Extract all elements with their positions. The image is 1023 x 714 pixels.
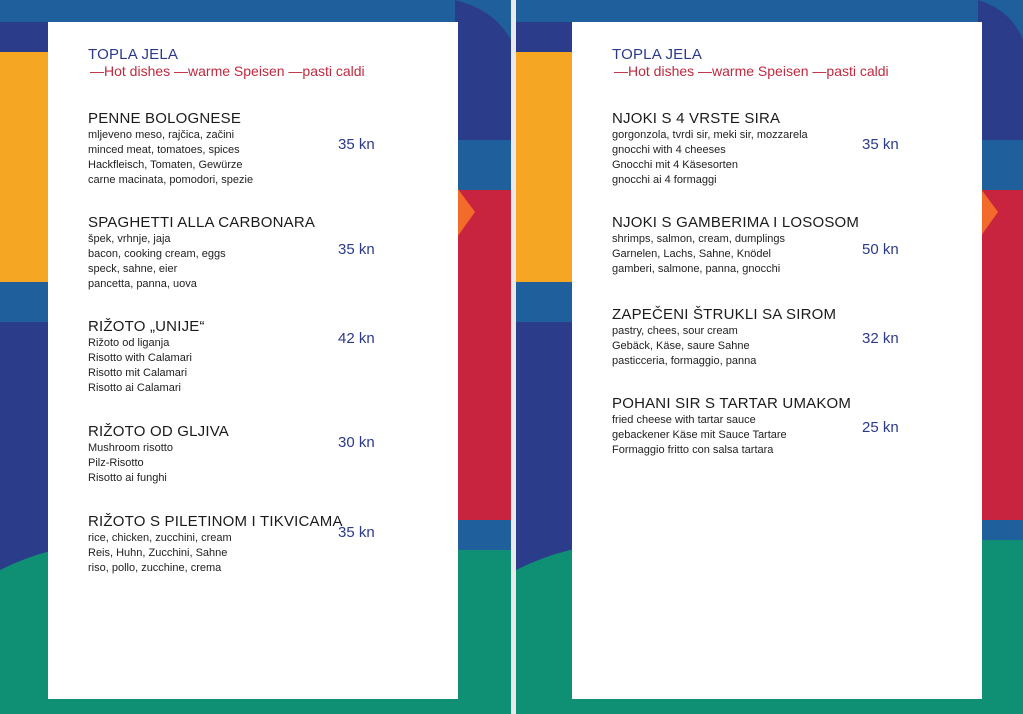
- dish-description-line: minced meat, tomatoes, spices: [88, 144, 240, 156]
- dish-description-line: Garnelen, Lachs, Sahne, Knödel: [612, 248, 772, 260]
- dish-description-line: gnocchi ai 4 formaggi: [612, 174, 717, 186]
- bg-navy-lower: [516, 322, 576, 552]
- dish-description-line: pastry, chees, sour cream: [612, 325, 738, 337]
- dish-price: 35 kn: [862, 136, 899, 153]
- dish-description-line: Risotto ai funghi: [88, 472, 167, 484]
- menu-item: [612, 306, 952, 369]
- menu-item: [88, 110, 428, 188]
- dish-description-line: carne macinata, pomodori, spezie: [88, 174, 254, 186]
- bg-right-blue: [978, 140, 1023, 190]
- dish-description-line: rice, chicken, zucchini, cream: [88, 532, 232, 544]
- dish-description-line: gnocchi with 4 cheeses: [612, 144, 726, 156]
- dish-description-line: Reis, Huhn, Zucchini, Sahne: [88, 547, 228, 559]
- left-menu-page: [48, 22, 458, 699]
- right-menu-page: [572, 22, 982, 699]
- menu-item: [612, 110, 952, 188]
- dish-description-line: speck, sahne, eier: [88, 263, 178, 275]
- dish-name: RIŽOTO OD GLJIVA: [88, 423, 229, 440]
- dish-description-line: Gnocchi mit 4 Käsesorten: [612, 159, 738, 171]
- dish-description-line: pancetta, panna, uova: [88, 278, 197, 290]
- section-subtitle: —Hot dishes —warme Speisen —pasti caldi: [90, 63, 365, 79]
- right-menu-panel: [516, 0, 1023, 714]
- section-title: TOPLA JELA: [612, 46, 703, 63]
- dish-description-line: Mushroom risotto: [88, 442, 173, 454]
- dish-name: POHANI SIR S TARTAR UMAKOM: [612, 395, 852, 412]
- dish-name: SPAGHETTI ALLA CARBONARA: [88, 214, 316, 231]
- menu-item: [612, 395, 952, 458]
- dish-description-line: Gebäck, Käse, saure Sahne: [612, 340, 750, 352]
- dish-description-line: bacon, cooking cream, eggs: [88, 248, 226, 260]
- bg-right-blue-lower: [455, 520, 511, 550]
- bg-blue-strip-top: [0, 0, 511, 22]
- dish-description-line: Risotto mit Calamari: [88, 367, 188, 379]
- dish-description-line: Formaggio fritto con salsa tartara: [612, 444, 774, 456]
- menu-item: [88, 318, 428, 396]
- dish-price: 25 kn: [862, 419, 899, 436]
- dish-price: 30 kn: [338, 434, 375, 451]
- left-menu-panel: [0, 0, 511, 714]
- section-title: TOPLA JELA: [88, 46, 179, 63]
- bg-right-crimson: [978, 190, 1023, 520]
- bg-right-green: [978, 540, 1023, 714]
- bg-right-blue: [455, 140, 511, 190]
- bg-blue-block: [516, 282, 576, 322]
- dish-name: PENNE BOLOGNESE: [88, 110, 242, 127]
- bg-right-green: [455, 550, 511, 714]
- menu-item: [88, 214, 428, 292]
- menu-item: [88, 513, 428, 576]
- dish-description-line: Risotto with Calamari: [88, 352, 192, 364]
- menu-item: [88, 423, 428, 486]
- dish-description-line: shrimps, salmon, cream, dumplings: [612, 233, 786, 245]
- dish-price: 42 kn: [338, 330, 375, 347]
- dish-description-line: špek, vrhnje, jaja: [88, 233, 171, 245]
- dish-price: 32 kn: [862, 330, 899, 347]
- dish-price: 35 kn: [338, 241, 375, 258]
- dish-description-line: Pilz-Risotto: [88, 457, 144, 469]
- dish-description-line: riso, pollo, zucchine, crema: [88, 562, 222, 574]
- dish-description-line: mljeveno meso, rajčica, začini: [88, 129, 235, 141]
- dish-description-line: gamberi, salmone, panna, gnocchi: [612, 263, 781, 275]
- dish-name: RIŽOTO S PILETINOM I TIKVICAMA: [88, 513, 343, 530]
- dish-description-line: Hackfleisch, Tomaten, Gewürze: [88, 159, 243, 171]
- menu-item: [612, 214, 952, 277]
- dish-price: 35 kn: [338, 136, 375, 153]
- dish-description-line: fried cheese with tartar sauce: [612, 414, 756, 426]
- dish-name: RIŽOTO „UNIJE“: [88, 318, 205, 335]
- dish-price: 50 kn: [862, 241, 899, 258]
- bg-right-crimson: [455, 190, 511, 520]
- dish-description-line: pasticceria, formaggio, panna: [612, 355, 757, 367]
- bg-blue-strip-top: [516, 0, 1023, 22]
- dish-name: ZAPEČENI ŠTRUKLI SA SIROM: [612, 306, 837, 323]
- dish-name: NJOKI S 4 VRSTE SIRA: [612, 110, 781, 127]
- dish-description-line: gorgonzola, tvrdi sir, meki sir, mozzarela: [612, 129, 808, 141]
- dish-description-line: Rižoto od liganja: [88, 337, 170, 349]
- dish-description-line: gebackener Käse mit Sauce Tartare: [612, 429, 787, 441]
- section-subtitle: —Hot dishes —warme Speisen —pasti caldi: [614, 63, 889, 79]
- dish-description-line: Risotto ai Calamari: [88, 382, 181, 394]
- dish-name: NJOKI S GAMBERIMA I LOSOSOM: [612, 214, 860, 231]
- dish-price: 35 kn: [338, 524, 375, 541]
- bg-orange-block: [516, 52, 576, 282]
